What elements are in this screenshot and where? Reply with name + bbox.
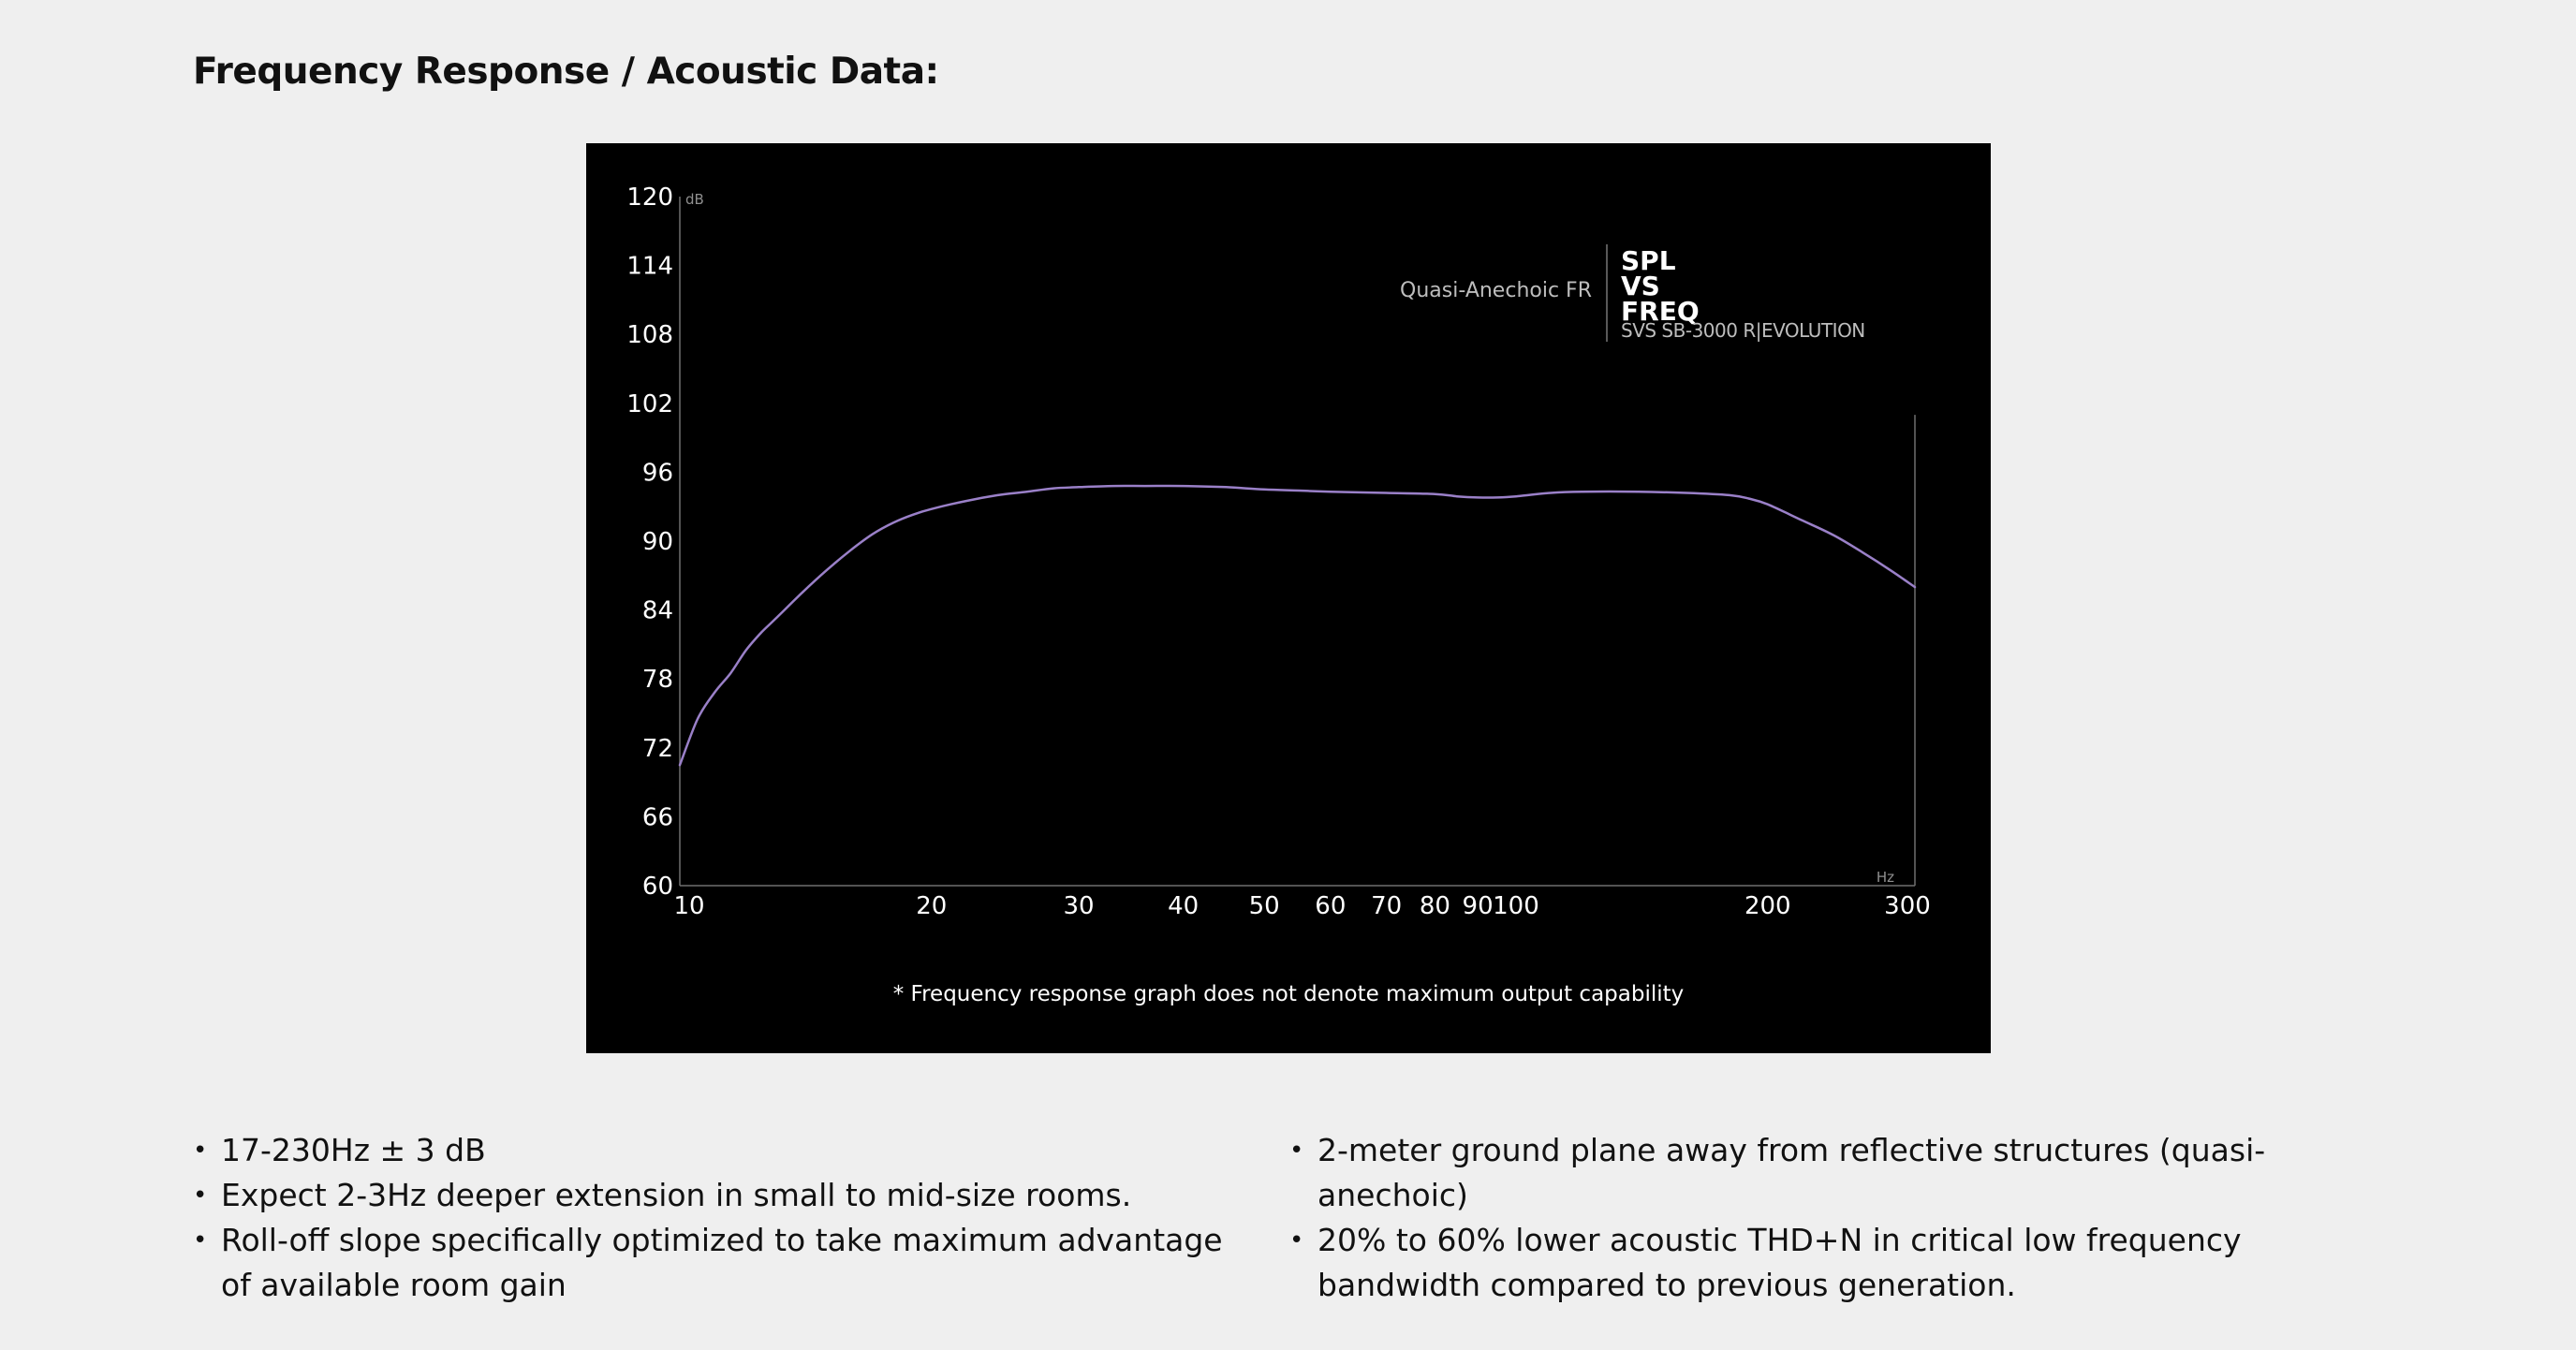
- x-tick-label: 100: [1493, 892, 1539, 920]
- note-text: Expect 2-3Hz deeper extension in small to mid-size rooms.: [221, 1177, 1132, 1213]
- y-tick-label: 90: [641, 528, 673, 556]
- note-text: 20% to 60% lower acoustic THD+N in critical low frequency bandwidth compared to previous generation.: [1317, 1222, 2242, 1303]
- axis-layer: [680, 197, 1915, 886]
- x-tick-label: 300: [1884, 892, 1931, 920]
- x-tick-label: 200: [1744, 892, 1791, 920]
- note-item: [193, 1173, 1223, 1218]
- bullet-icon: •: [1289, 1226, 1304, 1255]
- note-item: [193, 1218, 1223, 1308]
- note-text: 17-230Hz ± 3 dB: [221, 1132, 486, 1168]
- frequency-response-chart: [586, 143, 1991, 1053]
- y-tick-label: 108: [626, 321, 673, 350]
- x-tick-label: 10: [673, 892, 705, 920]
- y-tick-label: 84: [641, 596, 673, 625]
- y-tick-label: 66: [641, 803, 673, 832]
- bullet-icon: •: [193, 1181, 208, 1210]
- x-tick-label: 20: [916, 892, 948, 920]
- chart-footnote: * Frequency response graph does not denote maximum output capability: [892, 982, 1685, 1006]
- bullet-icon: •: [1289, 1137, 1304, 1165]
- y-tick-label: 96: [641, 459, 673, 488]
- note-item: [1289, 1218, 2413, 1308]
- chart-title-line-1: SPL: [1621, 245, 1676, 276]
- series-line-fr: [680, 486, 1915, 765]
- x-unit-label: Hz: [1876, 869, 1894, 886]
- note-item: [1289, 1128, 2413, 1218]
- notes-right-list: [1289, 1128, 2413, 1308]
- x-tick-label: 30: [1063, 892, 1095, 920]
- tick-layer: [626, 183, 1930, 920]
- y-tick-label: 120: [626, 183, 673, 212]
- legend-layer: [1400, 244, 1865, 342]
- note-text: Roll-off slope specifically optimized to take maximum advantage of available room gain: [221, 1222, 1223, 1303]
- chart-svg: [586, 143, 1991, 1053]
- x-tick-label: 80: [1419, 892, 1450, 920]
- chart-title-line-3: FREQ: [1621, 296, 1700, 327]
- y-tick-label: 72: [641, 734, 673, 763]
- y-unit-label: dB: [685, 191, 704, 208]
- bullet-icon: •: [193, 1137, 208, 1165]
- series-layer: [680, 486, 1915, 765]
- note-text: 2-meter ground plane away from reflective structures (quasi-anechoic): [1317, 1132, 2266, 1213]
- bullet-icon: •: [193, 1226, 208, 1255]
- chart-subtitle: SVS SB-3000 R|EVOLUTION: [1621, 319, 1865, 342]
- x-tick-label: 90: [1462, 892, 1494, 920]
- x-tick-label: 40: [1168, 892, 1200, 920]
- y-tick-label: 114: [626, 252, 673, 281]
- x-tick-label: 50: [1248, 892, 1280, 920]
- y-tick-label: 78: [641, 666, 673, 695]
- page-title: Frequency Response / Acoustic Data:: [193, 51, 939, 93]
- chart-title-line-2: VS: [1621, 271, 1660, 301]
- legend-label: Quasi-Anechoic FR: [1400, 279, 1592, 302]
- y-tick-label: 60: [641, 873, 673, 901]
- x-tick-label: 60: [1315, 892, 1347, 920]
- note-item: [193, 1128, 1223, 1173]
- y-tick-label: 102: [626, 389, 673, 418]
- notes-left-list: [193, 1128, 1223, 1308]
- x-tick-label: 70: [1371, 892, 1403, 920]
